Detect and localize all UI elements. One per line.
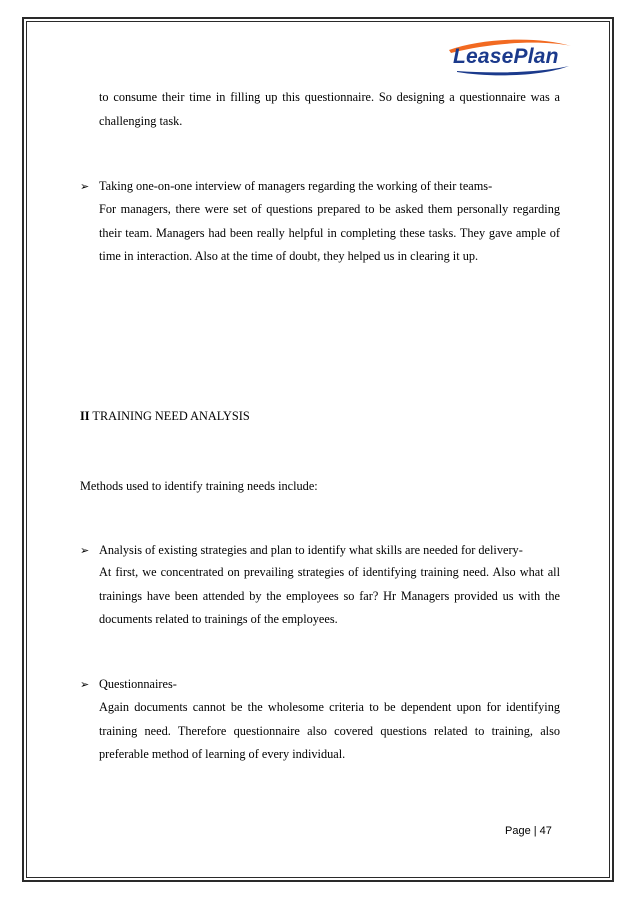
- bullet-item-analysis: [80, 539, 560, 563]
- analysis-paragraph: At first, we concentrated on prevailing strategies of identifying training need. Also what all trainings have been attended by the employees so far? Hr Managers provided us with the documents related to trainings of the employees.: [99, 565, 560, 626]
- bullet-item-interview: [80, 175, 560, 199]
- interview-paragraph: For managers, there were set of questions prepared to be asked them personally regarding their team. Managers had been really helpful in completing these tasks. They gave ample of time in interaction. Also at the time of doubt, they helped us in clearing it up.: [99, 202, 560, 263]
- arrow-bullet-icon: ➢: [80, 678, 90, 691]
- page-number: Page | 47: [505, 825, 552, 837]
- bullet-item-questionnaires: [80, 673, 560, 697]
- arrow-bullet-icon: ➢: [80, 544, 90, 557]
- bullet-title: Taking one-on-one interview of managers regarding the working of their teams-: [99, 179, 493, 193]
- bullet-title: Analysis of existing strategies and plan to identify what skills are needed for delivery-: [99, 543, 523, 557]
- arrow-bullet-icon: ➢: [80, 180, 90, 193]
- section-title: TRAINING NEED ANALYSIS: [89, 409, 250, 423]
- section-number: II: [80, 409, 90, 423]
- logo-text: LeasePlan: [453, 45, 559, 68]
- section-heading: [80, 406, 250, 426]
- intro-paragraph: to consume their time in filling up this questionnaire. So designing a questionnaire was a challenging task.: [99, 90, 560, 128]
- bullet-title: Questionnaires-: [99, 677, 177, 691]
- questionnaires-paragraph: Again documents cannot be the wholesome criteria to be dependent upon for identifying training need. Therefore questionnaire also covered questions related to training, also preferable method of learning of every individual.: [99, 700, 560, 761]
- leaseplan-logo: [443, 36, 575, 80]
- methods-intro: Methods used to identify training needs include:: [80, 479, 318, 493]
